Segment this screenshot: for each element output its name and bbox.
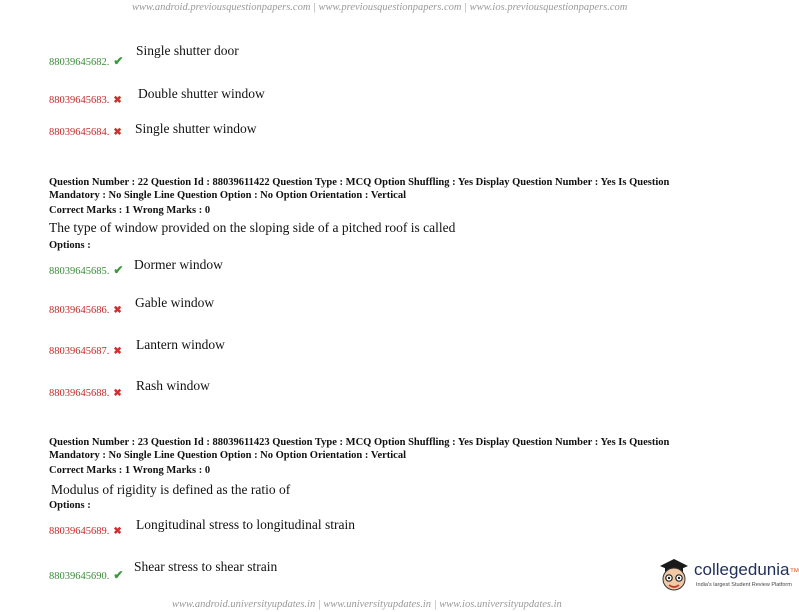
question-meta: Mandatory : No Single Line Question Option : No Option Orientation : Vertical	[49, 190, 407, 201]
option-id: 88039645682. ✔	[49, 54, 124, 68]
header-watermark: www.android.previousquestionpapers.com | www.previousquestionpapers.com | www.ios.previousquestionpapers.com	[132, 2, 628, 13]
option-text: Gable window	[135, 295, 215, 310]
option-text: Single shutter window	[135, 121, 257, 136]
option-text: Longitudinal stress to longitudinal strain	[136, 517, 355, 532]
option-id: 88039645685. ✔	[49, 263, 124, 277]
option-text: Shear stress to shear strain	[134, 559, 278, 574]
question-marks: Correct Marks : 1 Wrong Marks : 0	[49, 205, 211, 216]
option-id: 88039645688. ✖	[49, 388, 122, 399]
option-text: Single shutter door	[136, 43, 239, 58]
check-icon: ✔	[113, 568, 124, 582]
logo-tagline: India's largest Student Review Platform	[696, 582, 792, 588]
cross-icon: ✖	[113, 127, 122, 138]
mascot-icon	[656, 556, 692, 596]
cross-icon: ✖	[113, 526, 122, 537]
cross-icon: ✖	[113, 305, 122, 316]
question-meta: Question Number : 22 Question Id : 88039611422 Question Type : MCQ Option Shuffling : Yes Display Question Number : Yes Is Question	[49, 177, 670, 188]
check-icon: ✔	[113, 54, 124, 68]
option-id: 88039645687. ✖	[49, 346, 122, 357]
option-id: 88039645689. ✖	[49, 526, 122, 537]
cross-icon: ✖	[113, 95, 122, 106]
check-icon: ✔	[113, 263, 124, 277]
option-text: Double shutter window	[138, 86, 265, 101]
question-marks: Correct Marks : 1 Wrong Marks : 0	[49, 465, 211, 476]
options-label: Options :	[49, 500, 91, 511]
option-id: 88039645686. ✖	[49, 305, 122, 316]
question-text: The type of window provided on the sloping side of a pitched roof is called	[49, 220, 456, 235]
option-text: Dormer window	[134, 257, 223, 272]
cross-icon: ✖	[113, 388, 122, 399]
cross-icon: ✖	[113, 346, 122, 357]
option-id: 88039645684. ✖	[49, 127, 122, 138]
question-meta: Mandatory : No Single Line Question Option : No Option Orientation : Vertical	[49, 450, 407, 461]
collegedunia-logo	[656, 556, 799, 596]
option-id: 88039645690. ✔	[49, 568, 124, 582]
option-text: Lantern window	[136, 337, 225, 352]
question-meta: Question Number : 23 Question Id : 88039611423 Question Type : MCQ Option Shuffling : Yes Display Question Number : Yes Is Question	[49, 437, 670, 448]
logo-wordmark: collegedunia™	[694, 560, 799, 579]
options-label: Options :	[49, 240, 91, 251]
option-id: 88039645683. ✖	[49, 95, 122, 106]
footer-watermark: www.android.universityupdates.in | www.universityupdates.in | www.ios.universityupdates.in	[172, 599, 562, 610]
option-text: Rash window	[136, 378, 210, 393]
question-text: Modulus of rigidity is defined as the ratio of	[51, 482, 291, 497]
